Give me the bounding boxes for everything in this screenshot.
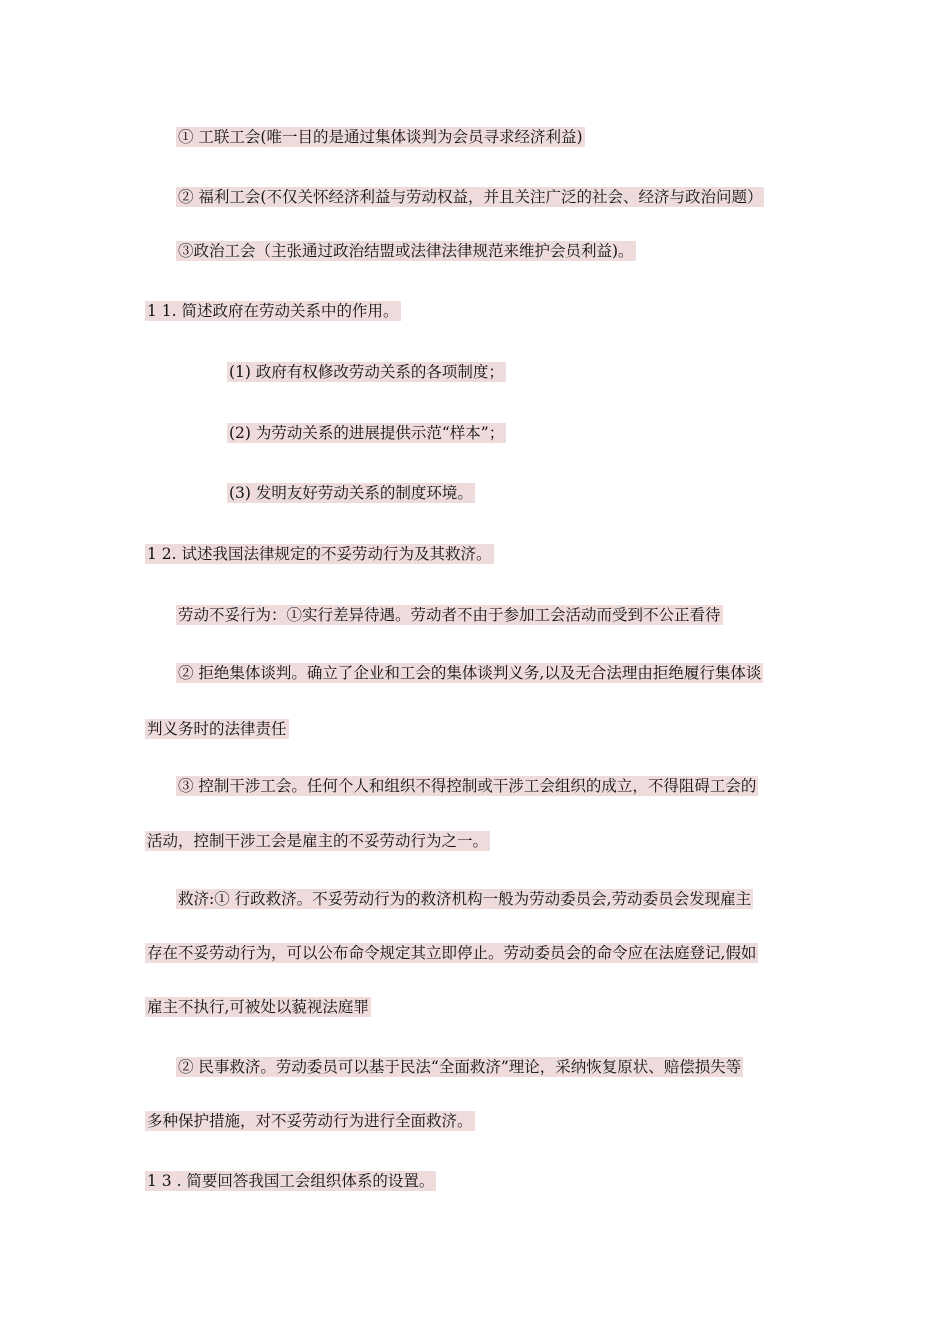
highlighted-text: ② 福利工会(不仅关怀经济利益与劳动权益，并且关注广泛的社会、经济与政治问题） <box>178 188 763 206</box>
paragraph-line <box>176 186 764 208</box>
highlighted-text: 1 2. 试述我国法律规定的不妥劳动行为及其救济。 <box>147 545 492 563</box>
highlighted-text: ③ 控制干涉工会。任何个人和组织不得控制或干涉工会组织的成立，不得阻碍工会的 <box>178 777 757 795</box>
paragraph-line <box>176 1056 743 1078</box>
paragraph-line <box>176 662 763 684</box>
highlighted-text: ① 工联工会(唯一目的是通过集体谈判为会员寻求经济利益) <box>178 128 583 146</box>
highlighted-text: 1 1. 简述政府在劳动关系中的作用。 <box>147 302 399 320</box>
paragraph-line <box>145 996 371 1018</box>
highlighted-text: ② 拒绝集体谈判。确立了企业和工会的集体谈判义务,以及无合法理由拒绝履行集体谈 <box>178 664 762 682</box>
question-heading <box>145 300 401 322</box>
highlighted-text: 活动，控制干涉工会是雇主的不妥劳动行为之一。 <box>147 832 489 850</box>
list-item <box>227 482 475 504</box>
highlighted-text: 雇主不执行,可被处以藐视法庭罪 <box>147 998 369 1016</box>
question-heading <box>145 543 494 565</box>
highlighted-text: 劳动不妥行为：①实行差异待遇。劳动者不由于参加工会活动而受到不公正看待 <box>178 606 721 624</box>
list-item <box>227 422 506 444</box>
highlighted-text: (2) 为劳动关系的进展提供示范“样本”； <box>229 424 505 442</box>
highlighted-text: (1) 政府有权修改劳动关系的各项制度； <box>229 363 504 381</box>
highlighted-text: 救济:① 行政救济。不妥劳动行为的救济机构一般为劳动委员会,劳动委员会发现雇主 <box>178 890 752 908</box>
paragraph-line <box>176 604 723 626</box>
paragraph-line <box>145 718 289 740</box>
highlighted-text: ③政治工会（主张通过政治结盟或法律法律规范来维护会员利益)。 <box>178 242 634 260</box>
highlighted-text: ② 民事救济。劳动委员可以基于民法“全面救济”理论，采纳恢复原状、赔偿损失等 <box>178 1058 742 1076</box>
highlighted-text: 判义务时的法律责任 <box>147 720 287 738</box>
question-heading <box>145 1170 436 1192</box>
list-item <box>227 361 506 383</box>
highlighted-text: 1 3 . 简要回答我国工会组织体系的设置。 <box>147 1172 435 1190</box>
paragraph-line <box>176 240 636 262</box>
paragraph-line <box>176 775 758 797</box>
paragraph-line <box>176 126 585 148</box>
paragraph-line <box>145 942 758 964</box>
highlighted-text: (3) 发明友好劳动关系的制度环境。 <box>229 484 473 502</box>
paragraph-line <box>176 888 753 910</box>
paragraph-line <box>145 830 490 852</box>
highlighted-text: 存在不妥劳动行为，可以公布命令规定其立即停止。劳动委员会的命令应在法庭登记,假如 <box>147 944 757 962</box>
highlighted-text: 多种保护措施，对不妥劳动行为进行全面救济。 <box>147 1112 473 1130</box>
paragraph-line <box>145 1110 475 1132</box>
